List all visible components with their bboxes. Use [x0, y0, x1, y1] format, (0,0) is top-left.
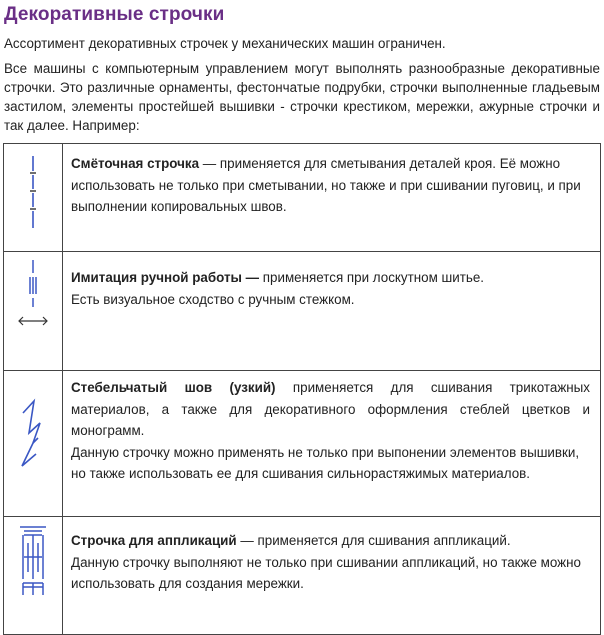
intro-text: Ассортимент декоративных строчек у механических машин ограничен. [4, 36, 446, 51]
stitch-dash: — [199, 156, 217, 171]
stitch-extra: Данную строчку выполняют не только при сшивании аппликаций, но также можно использовать для создания мережки. [71, 554, 581, 591]
icon-cell [4, 371, 63, 517]
page-title: Декоративные строчки [4, 4, 225, 25]
stitch-description [63, 252, 601, 371]
stitch-description [63, 144, 601, 252]
stitch-desc: применяется при лоскутном шитье. [259, 270, 485, 285]
applique-stitch-icon [4, 517, 62, 621]
hand-stitch-imitation-icon [4, 252, 62, 355]
stitch-description [63, 371, 601, 517]
stitch-description [63, 517, 601, 635]
stitch-extra: Данную строчку можно применять не только при выпонении элементов вышивки, но также использовать ее для сшивания сильнорастяжимых материалов. [71, 444, 580, 481]
stitch-desc: применяется для сшивания трикотажных материалов, а также для декоративного оформления стеблей цветков и монограмм. [71, 380, 590, 438]
table-row [4, 371, 601, 517]
table-row [4, 252, 601, 371]
table-row [4, 517, 601, 635]
basting-stitch-icon [4, 144, 62, 242]
icon-cell [4, 252, 63, 371]
description-paragraph: Все машины с компьютерным управлением могут выполнять разнообразные декоративные строчки. Это различные орнаменты, фестончатые подрубки, строчки выполненные гладьевым застилом, элементы простейшей вышивки - строчки крестиком, мережки, ажурные строчки и так далее. Например: [4, 61, 600, 133]
stitch-name: Стебельчатый шов (узкий) [71, 380, 276, 395]
narrow-stem-stitch-icon [4, 371, 62, 510]
stitch-desc: применяется для сметывания деталей кроя. Её можно использовать не только при сметывании, но также и при сшивании пуговиц, и при выполнении копировальных швов. [71, 156, 581, 214]
stitch-name: Смёточная строчка [71, 156, 200, 171]
stitch-desc: применяется для сшивания аппликаций. [253, 533, 511, 548]
stitch-table [3, 143, 601, 635]
stitch-name: Строчка для аппликаций [71, 533, 237, 548]
icon-cell [4, 144, 63, 252]
stitch-name: Имитация ручной работы — [71, 270, 260, 285]
stitch-dash: — [236, 533, 254, 548]
table-row [4, 144, 601, 252]
stitch-extra: Есть визуальное сходство с ручным стежком. [71, 291, 355, 307]
icon-cell [4, 517, 63, 635]
